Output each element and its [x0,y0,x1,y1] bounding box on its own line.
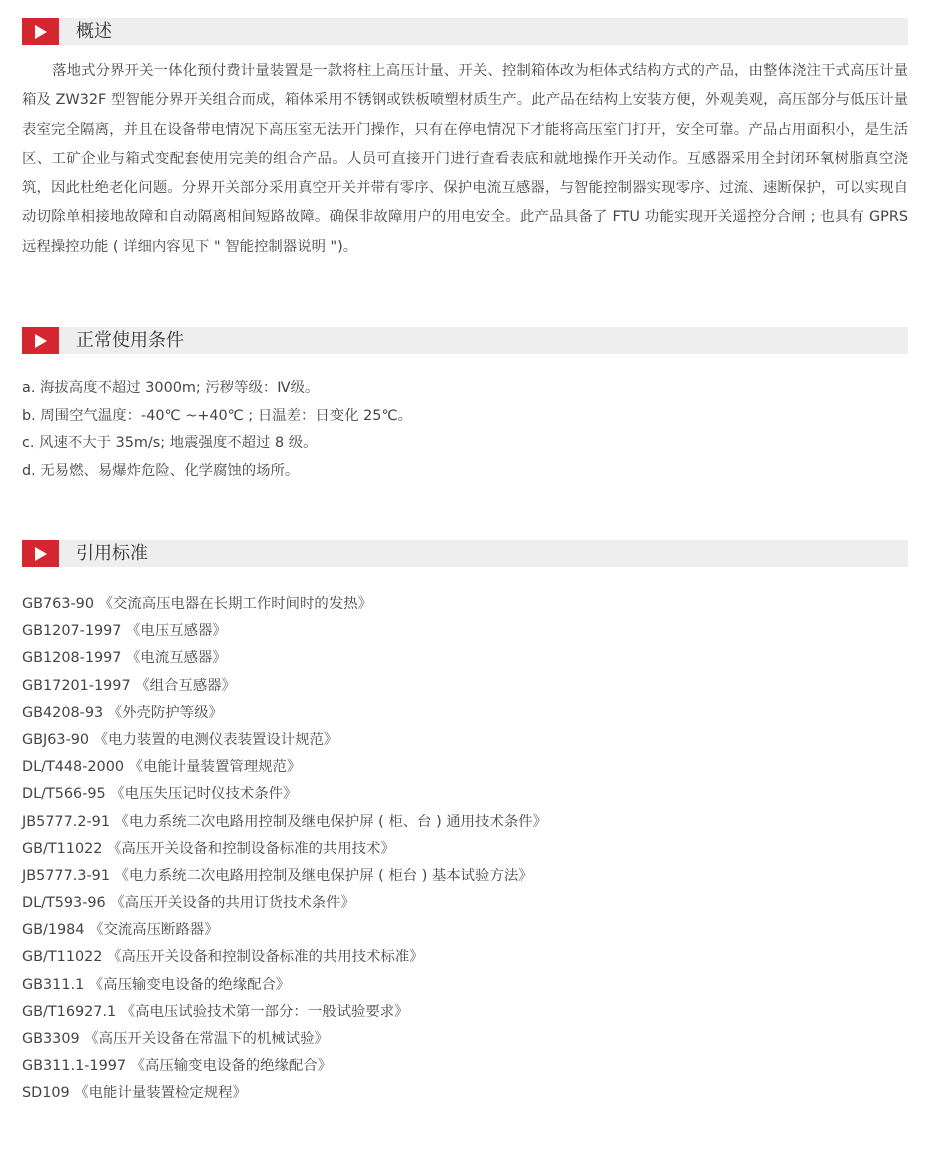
overview-paragraph-text: 落地式分界开关一体化预付费计量装置是一款将柱上高压计量、开关、控制箱体改为柜体式结构方式的产品，由整体浇注干式高压计量箱及 ZW32F 型智能分界开关组合而成，箱体采用不锈钢或铁板喷塑材质生产。此产品在结构上安装方便，外观美观，高压部分与低压计量表室完全隔离，并且在设备带电情况下高压室无法开门操作，只有在停电情况下才能将高压室门打开，安全可靠。产品占用面积小，是生活区、工矿企业与箱式变配套使用完美的组合产品。人员可直接开门进行查看表底和就地操作开关动作。互感器采用全封闭环氧树脂真空浇筑，因此杜绝老化问题。分界开关部分采用真空开关并带有零序、保护电流互感器，与智能控制器实现零序、过流、速断保护，可以实现自动切除单相接地故障和自动隔离相间短路故障。确保非故障用户的用电安全。此产品具备了 FTU 功能实现开关遥控分合闸 ; 也具有 GPRS 远程操控功能 ( 详细内容见下 " 智能控制器说明 ")。 [22,63,908,255]
section-title-conditions: 正常使用条件 [76,330,184,351]
list-item: b. 周围空气温度：-40℃ ~+40℃ ; 日温差：日变化 25℃。 [22,407,413,424]
list-item: GB/T16927.1 《高电压试验技术第一部分：一般试验要求》 [22,1003,409,1020]
section-title-overview: 概述 [76,21,112,42]
list-item: GB/T11022 《高压开关设备和控制设备标准的共用技术》 [22,840,395,857]
list-item: c. 风速不大于 35m/s; 地震强度不超过 8 级。 [22,435,318,451]
list-item: DL/T593-96 《高压开关设备的共用订货技术条件》 [22,895,355,912]
play-triangle-icon [35,25,47,39]
list-item: JB5777.3-91 《电力系统二次电路用控制及继电保护屏 ( 柜台 ) 基本试验方法》 [22,867,533,884]
standards-list [22,591,908,1108]
list-item: GB1207-1997 《电压互感器》 [22,623,227,640]
list-item: DL/T448-2000 《电能计量装置管理规范》 [22,759,302,776]
list-item: GB311.1 《高压输变电设备的绝缘配合》 [22,976,291,993]
section-badge [22,18,59,45]
play-triangle-icon [35,547,47,561]
list-item: GB1208-1997 《电流互感器》 [22,650,227,667]
overview-paragraph [22,57,908,262]
section-badge [22,327,59,354]
list-item: GB/1984 《交流高压断路器》 [22,922,219,939]
list-item: DL/T566-95 《电压失压记时仪技术条件》 [22,786,298,803]
section-header-conditions [22,327,908,354]
section-header-overview [22,18,908,45]
list-item: GB4208-93 《外壳防护等级》 [22,704,223,721]
list-item: GB3309 《高压开关设备在常温下的机械试验》 [22,1031,329,1047]
list-item: GB311.1-1997 《高压输变电设备的绝缘配合》 [22,1058,333,1075]
section-title-standards: 引用标准 [76,543,148,564]
list-item: SD109 《电能计量装置检定规程》 [22,1085,247,1102]
conditions-list [22,375,908,485]
list-item: GB763-90 《交流高压电器在长期工作时间时的发热》 [22,596,372,612]
list-item: GB/T11022 《高压开关设备和控制设备标准的共用技术标准》 [22,949,424,966]
list-item: GB17201-1997 《组合互感器》 [22,677,236,694]
list-item: JB5777.2-91 《电力系统二次电路用控制及继电保护屏 ( 柜、台 ) 通用技术条件》 [22,813,548,830]
play-triangle-icon [35,334,47,348]
list-item: d. 无易燃、易爆炸危险、化学腐蚀的场所。 [22,462,300,479]
section-header-standards [22,540,908,567]
list-item: a. 海拔高度不超过 3000m; 污秽等级：Ⅳ级。 [22,380,320,396]
list-item: GBJ63-90 《电力装置的电测仪表装置设计规范》 [22,731,339,748]
section-badge [22,540,59,567]
